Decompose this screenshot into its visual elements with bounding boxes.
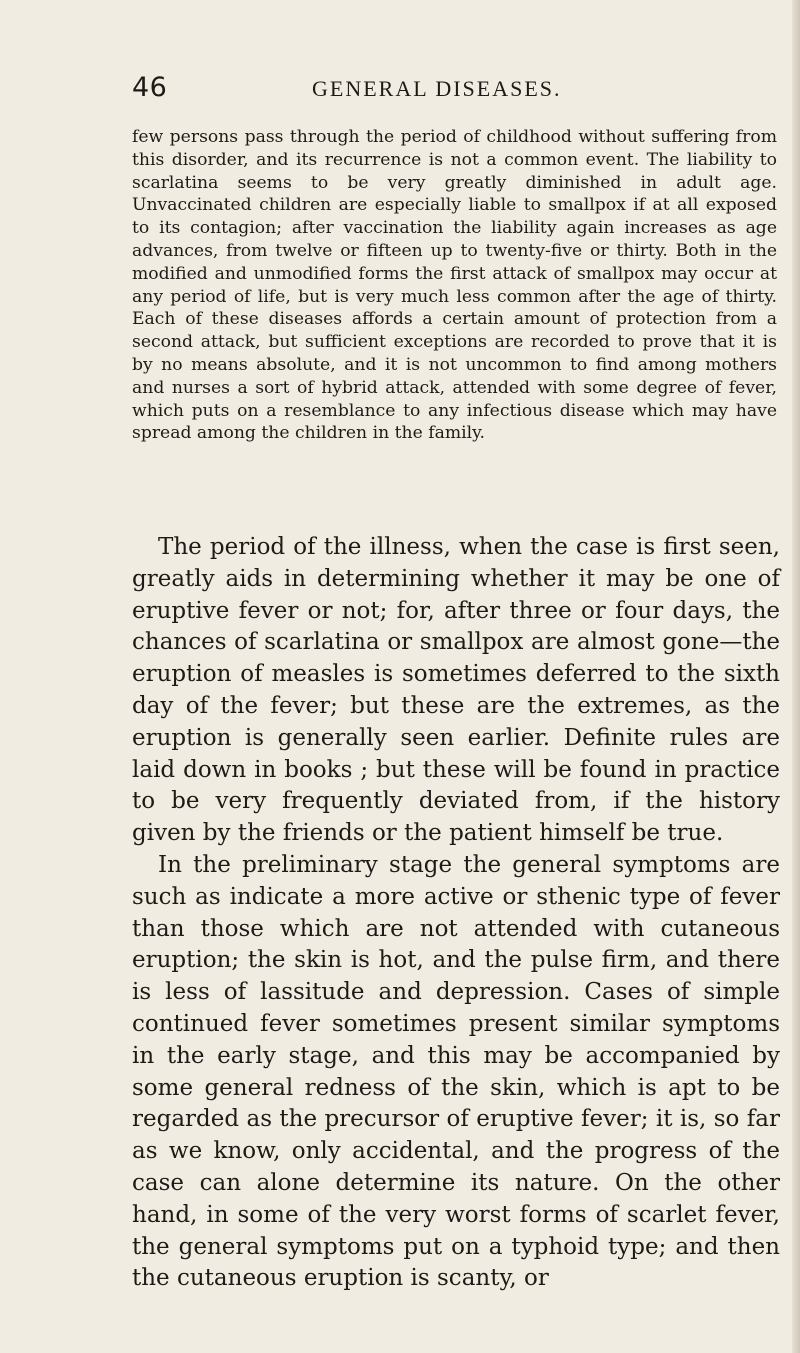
small-print-paragraph: few persons pass through the period of childhood without suffering from this disorder, and its recurrence is not a common event. The liability to scarlatina seems to be very greatly diminished in adult age. Unvaccinated children are especially liable to smallpox if at all exposed to its contagion; after vaccination the liability again increases as age advances, from twelve or fifteen up to twenty-five or thirty. Both in the modified and unmodified forms the first attack of smallpox may occur at any period of life, but is very much less common after the age of thirty. Each of these diseases affords a certain amount of protection from a second attack, but sufficient exceptions are recorded to prove that it is by no means absolute, and it is not uncommon to find among mothers and nurses a sort of hybrid attack, attended with some degree of fever, which puts on a resemblance to any infectious disease which may have spread among the children in the family. [132,127,777,444]
page-number: 46 [132,72,168,103]
body-text [132,532,780,1295]
running-head: GENERAL DISEASES. [312,76,562,101]
page-header [132,72,772,112]
paragraph-preliminary-stage: In the preliminary stage the general symptoms are such as indicate a more active or sthenic type of fever than those which are not attended with cutaneous eruption; the skin is hot, and the pulse firm, and there is less of lassitude and depression. Cases of simple continued fever sometimes present similar symptoms in the early stage, and this may be accompanied by some general redness of the skin, which is apt to be regarded as the precursor of eruptive fever; it is, so far as we know, only accidental, and the progress of the case can alone determine its nature. On the other hand, in some of the very worst forms of scarlet fever, the general symptoms put on a typhoid type; and then the cutaneous eruption is scanty, or [132,851,780,1292]
page-edge [792,0,800,1353]
paragraph-period-of-illness: The period of the illness, when the case is first seen, greatly aids in determining whether it may be one of eruptive fever or not; for, after three or four days, the chances of scarlatina or smallpox are almost gone—the eruption of measles is sometimes deferred to the sixth day of the fever; but these are the extremes, as the eruption is generally seen earlier. Definite rules are laid down in books ; but these will be found in practice to be very frequently deviated from, if the history given by the friends or the patient himself be true. [132,534,780,847]
